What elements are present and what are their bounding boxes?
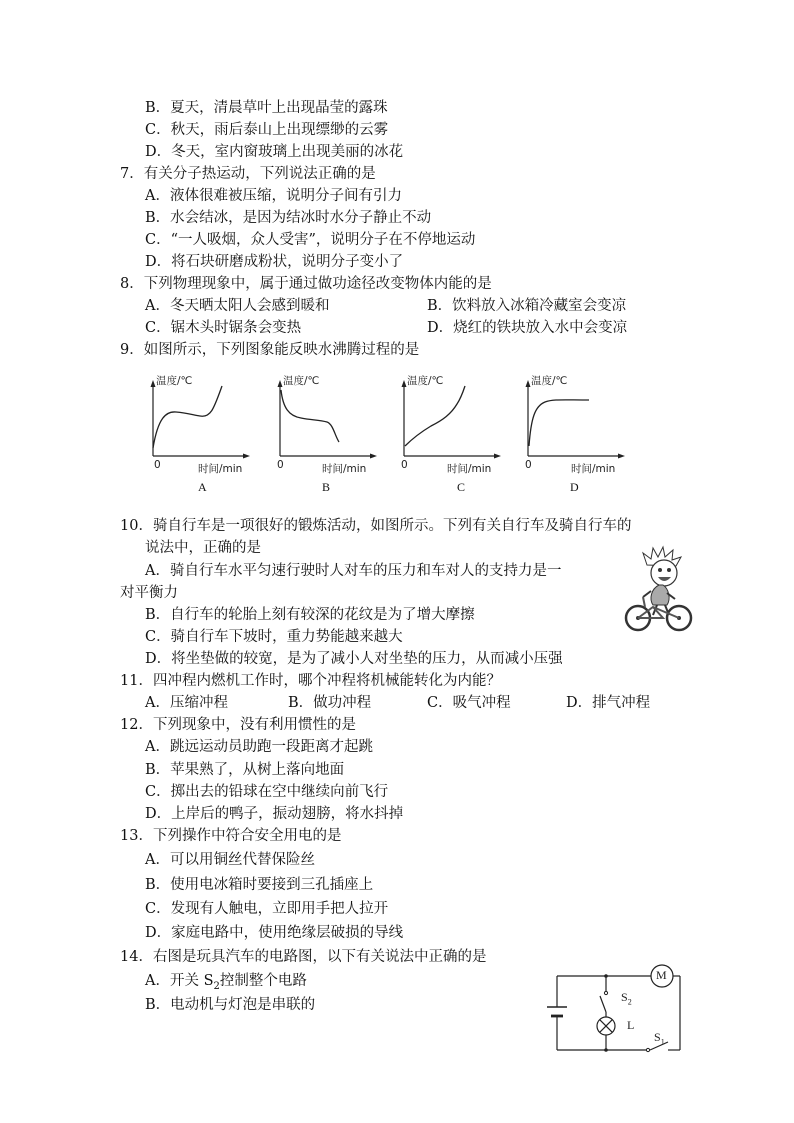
graph-c-caption: C: [457, 480, 466, 494]
q10-option-a: A．骑自行车水平匀速行驶时人对车的压力和车对人的支持力是一: [145, 563, 562, 579]
q10-option-d: D．将坐垫做的较宽，是为了减小人对坐垫的压力，从而减小压强: [145, 651, 563, 667]
graph-b: [275, 378, 375, 470]
q13-option-b: B．使用电冰箱时要接到三孔插座上: [145, 877, 374, 893]
motor-label: M: [656, 968, 667, 982]
graph-d: [523, 378, 623, 470]
bicycle-rider-illustration: [623, 545, 695, 633]
graph-b-xlabel: 时间/min: [322, 463, 367, 475]
graph-a: [148, 378, 248, 470]
q11-option-b: B．做功冲程: [288, 695, 372, 711]
graph-c-ylabel: 温度/℃: [407, 375, 444, 387]
question-12: 12．下列现象中，没有利用惯性的是: [120, 717, 356, 733]
q6-option-b: B．夏天，清晨草叶上出现晶莹的露珠: [145, 100, 388, 116]
question-8: 8．下列物理现象中，属于通过做功途径改变物体内能的是: [120, 276, 492, 292]
q8-option-d: D．烧红的铁块放入水中会变凉: [427, 320, 628, 336]
graph-b-origin: 0: [277, 459, 284, 471]
question-14: 14．右图是玩具汽车的电路图，以下有关说法中正确的是: [120, 949, 487, 965]
question-10-cont: 说法中，正确的是: [145, 540, 261, 556]
q14-option-b: B．电动机与灯泡是串联的: [145, 997, 316, 1013]
graph-c: [399, 378, 499, 470]
graph-a-origin: 0: [154, 459, 161, 471]
question-10: 10．骑自行车是一项很好的锻炼活动，如图所示。下列有关自行车及骑自行车的: [120, 518, 632, 534]
q7-option-a: A．液体很难被压缩，说明分子间有引力: [145, 188, 402, 204]
graph-d-origin: 0: [525, 459, 532, 471]
q12-option-c: C．掷出去的铅球在空中继续向前飞行: [145, 784, 389, 800]
q6-option-c: C．秋天，雨后泰山上出现缥缈的云雾: [145, 122, 389, 138]
switch-s2-label: [621, 990, 632, 1006]
q13-option-d: D．家庭电路中，使用绝缘层破损的导线: [145, 925, 404, 941]
q10-option-b: B．自行车的轮胎上刻有较深的花纹是为了增大摩擦: [145, 607, 475, 623]
q13-option-c: C．发现有人触电，立即用手把人拉开: [145, 901, 389, 917]
q7-option-b: B．水会结冰，是因为结冰时水分子静止不动: [145, 210, 432, 226]
q7-option-c: C．“一人吸烟，众人受害”，说明分子在不停地运动: [145, 232, 476, 248]
switch-s2-letter: S: [621, 990, 628, 1004]
switch-s1-sub: 1: [660, 1037, 665, 1047]
graph-d-caption: D: [570, 480, 579, 494]
q10-option-a-cont: 对平衡力: [120, 585, 178, 601]
lamp-label: L: [627, 1018, 635, 1032]
question-9: 9．如图所示，下列图象能反映水沸腾过程的是: [120, 342, 420, 358]
graph-d-xlabel: 时间/min: [571, 463, 616, 475]
circuit-diagram: [540, 962, 690, 1057]
q11-option-c: C．吸气冲程: [427, 695, 511, 711]
graph-a-caption: A: [198, 480, 207, 494]
q10-option-c: C．骑自行车下坡时，重力势能越来越大: [145, 629, 403, 645]
q12-option-a: A．跳远运动员助跑一段距离才起跳: [145, 739, 373, 755]
graph-b-ylabel: 温度/℃: [283, 375, 320, 387]
q8-option-b: B．饮料放入冰箱冷藏室会变凉: [427, 298, 627, 314]
graph-c-origin: 0: [401, 459, 408, 471]
graph-a-ylabel: 温度/℃: [156, 375, 193, 387]
q14-option-a-post: 控制整个电路: [219, 973, 307, 989]
q7-option-d: D．将石块研磨成粉状，说明分子变小了: [145, 254, 404, 270]
q12-option-b: B．苹果熟了，从树上落向地面: [145, 762, 345, 778]
q14-option-a: [145, 971, 307, 997]
q12-option-d: D．上岸后的鸭子，振动翅膀，将水抖掉: [145, 806, 404, 822]
q11-option-d: D．排气冲程: [566, 695, 651, 711]
question-7: 7．有关分子热运动，下列说法正确的是: [120, 166, 376, 182]
q14-option-a-sub: 2: [213, 980, 220, 992]
graph-d-ylabel: 温度/℃: [531, 375, 568, 387]
graph-a-xlabel: 时间/min: [198, 463, 243, 475]
graph-c-xlabel: 时间/min: [447, 463, 492, 475]
graph-b-caption: B: [322, 480, 331, 494]
q8-option-a: A．冬天晒太阳人会感到暖和: [145, 298, 330, 314]
q8-option-c: C．锯木头时锯条会变热: [145, 320, 302, 336]
switch-s1-letter: S: [654, 1030, 661, 1044]
question-11: 11．四冲程内燃机工作时，哪个冲程将机械能转化为内能？: [120, 673, 501, 689]
switch-s2-sub: 2: [627, 997, 632, 1007]
question-13: 13．下列操作中符合安全用电的是: [120, 828, 342, 844]
q6-option-d: D．冬天，室内窗玻璃上出现美丽的冰花: [145, 144, 404, 160]
q14-option-a-pre: A．开关 S: [145, 973, 214, 989]
switch-s1-label: [654, 1030, 665, 1046]
q11-option-a: A．压缩冲程: [145, 695, 228, 711]
q13-option-a: A．可以用铜丝代替保险丝: [145, 852, 315, 868]
